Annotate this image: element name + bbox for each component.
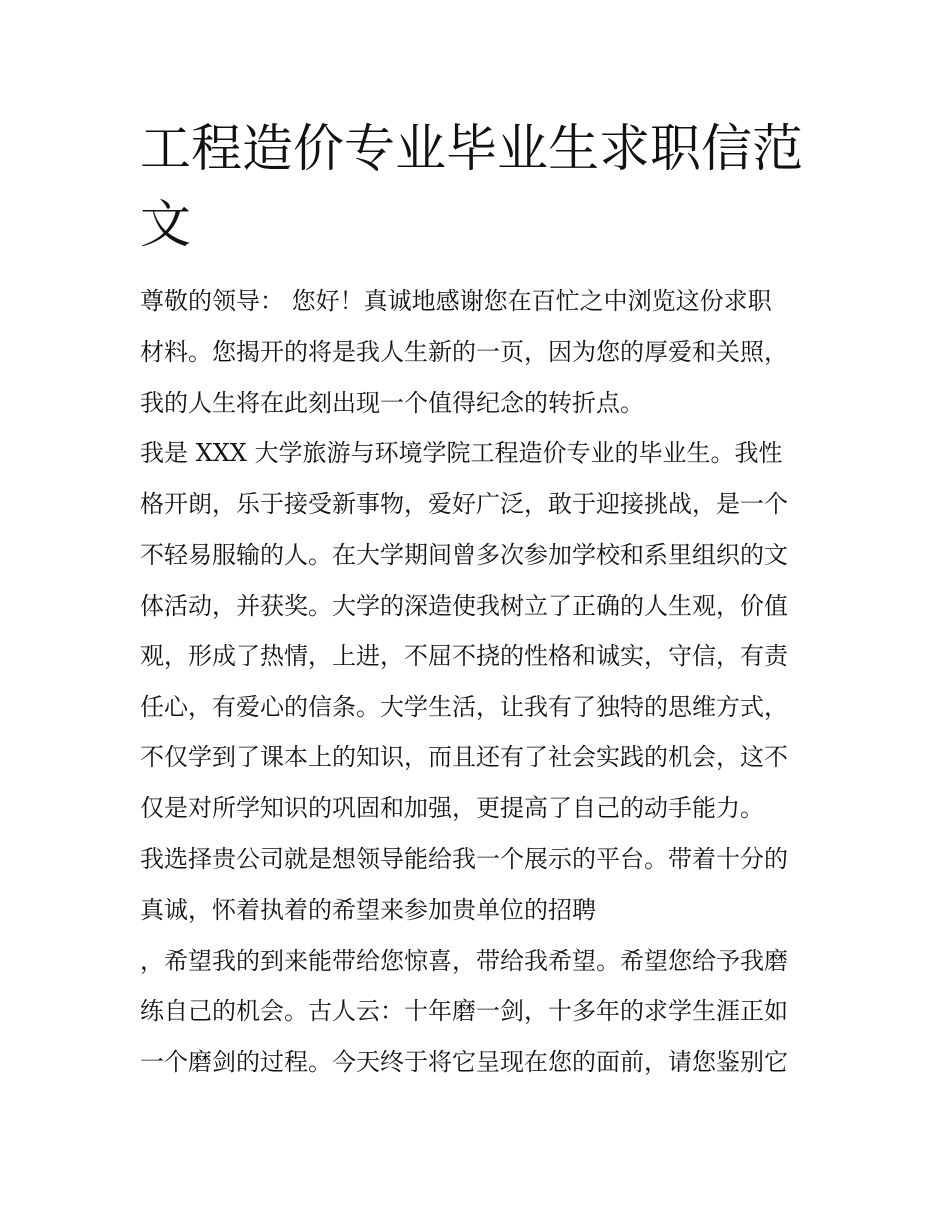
body-line: 不轻易服输的人。在大学期间曾多次参加学校和系里组织的文 xyxy=(140,541,788,569)
body-line: ，希望我的到来能带给您惊喜，带给我希望。希望您给予我磨 xyxy=(140,947,788,975)
body-line: 任心，有爱心的信条。大学生活，让我有了独特的思维方式， xyxy=(140,693,788,721)
body-line: 我选择贵公司就是想领导能给我一个展示的平台。带着十分的 xyxy=(140,845,788,873)
body-line: 一个磨剑的过程。今天终于将它呈现在您的面前，请您鉴别它 xyxy=(140,1048,788,1076)
body-line: 我的人生将在此刻出现一个值得纪念的转折点。 xyxy=(140,389,644,417)
document-title xyxy=(140,112,820,264)
body-line: 体活动，并获奖。大学的深造使我树立了正确的人生观，价值 xyxy=(140,592,788,620)
title-line-1: 工程造价专业毕业生求职信范 xyxy=(140,120,804,179)
body-line: 观，形成了热情，上进，不屈不挠的性格和诚实，守信，有责 xyxy=(140,642,788,670)
body-line: 真诚，怀着执着的希望来参加贵单位的招聘 xyxy=(140,896,596,924)
body-line: 不仅学到了课本上的知识，而且还有了社会实践的机会，这不 xyxy=(140,743,788,771)
body-line: 材料。您揭开的将是我人生新的一页，因为您的厚爱和关照， xyxy=(140,338,788,366)
body-line: 仅是对所学知识的巩固和加强，更提高了自己的动手能力。 xyxy=(140,794,764,822)
body-line: 练自己的机会。古人云：十年磨一剑，十多年的求学生涯正如 xyxy=(140,997,788,1025)
body-line: 尊敬的领导： 您好！真诚地感谢您在百忙之中浏览这份求职 xyxy=(140,287,772,315)
body-line: 我是 XXX 大学旅游与环境学院工程造价专业的毕业生。我性 xyxy=(140,439,783,467)
body-line: 格开朗，乐于接受新事物，爱好广泛，敢于迎接挑战，是一个 xyxy=(140,490,788,518)
title-line-2: 文 xyxy=(140,196,192,255)
